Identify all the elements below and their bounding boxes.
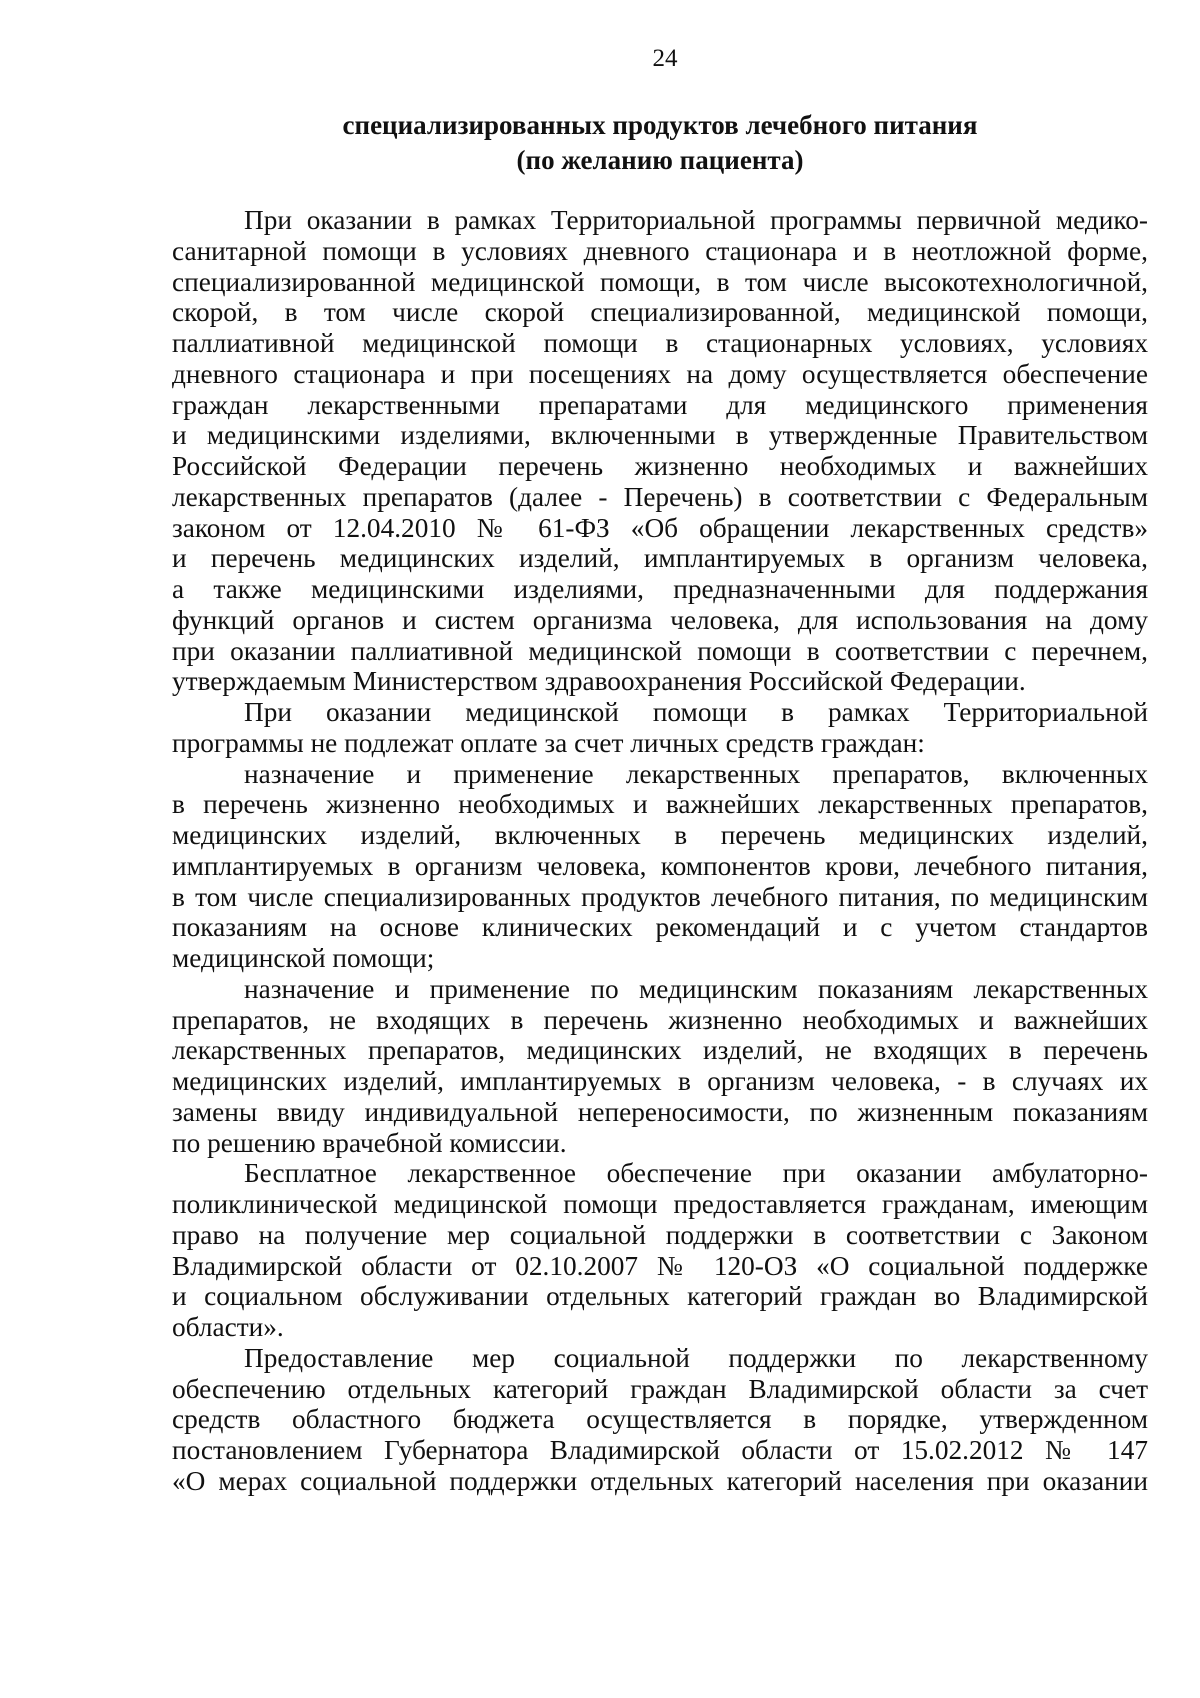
text-line: в том числе специализированных продуктов лечебного питания, по медицинским bbox=[172, 881, 1148, 912]
text-line: право на получение мер социальной поддержки в соответствии с Законом bbox=[172, 1219, 1148, 1250]
text-line: Владимирской области от 02.10.2007 № 120-ОЗ «О социальной поддержке bbox=[172, 1250, 1148, 1281]
paragraph bbox=[172, 1158, 1148, 1343]
text-line: Российской Федерации перечень жизненно необходимых и важнейших bbox=[172, 451, 1148, 481]
text-line: показаниям на основе клинических рекомендаций и с учетом стандартов bbox=[172, 912, 1148, 943]
text-line: при оказании паллиативной медицинской помощи в соответствии с перечнем, bbox=[172, 635, 1148, 666]
paragraph bbox=[172, 697, 1148, 759]
text-line: При оказании в рамках Территориальной программы первичной медико- bbox=[244, 205, 1148, 235]
text-line: При оказании медицинской помощи в рамках Территориальной bbox=[244, 697, 1148, 727]
text-line: Бесплатное лекарственное обеспечение при оказании амбулаторно- bbox=[244, 1158, 1148, 1189]
text-line: обеспечению отдельных категорий граждан Владимирской области за счет bbox=[172, 1373, 1148, 1404]
text-line: утверждаемым Министерством здравоохранения Российской Федерации. bbox=[172, 666, 1026, 697]
paragraph bbox=[172, 759, 1148, 974]
text-line: постановлением Губернатора Владимирской области от 15.02.2012 № 147 bbox=[172, 1435, 1148, 1465]
text-line: назначение и применение лекарственных препаратов, включенных bbox=[244, 758, 1148, 789]
text-line: программы не подлежат оплате за счет личных средств граждан: bbox=[172, 727, 925, 758]
text-line: по решению врачебной комиссии. bbox=[172, 1127, 567, 1158]
heading-line: специализированных продуктов лечебного питания bbox=[342, 110, 978, 140]
text-line: и перечень медицинских изделий, имплантируемых в организм человека, bbox=[172, 543, 1148, 574]
text-line: дневного стационара и при посещениях на дому осуществляется обеспечение bbox=[172, 358, 1148, 389]
text-line: медицинской помощи; bbox=[172, 943, 435, 973]
paragraph bbox=[172, 974, 1148, 1159]
text-line: санитарной помощи в условиях дневного стационара и в неотложной форме, bbox=[172, 235, 1148, 266]
text-line: и социальном обслуживании отдельных категорий граждан во Владимирской bbox=[172, 1281, 1148, 1312]
section-heading bbox=[172, 108, 1148, 178]
text-line: «О мерах социальной поддержки отдельных категорий населения при оказании bbox=[172, 1465, 1148, 1496]
text-line: медицинских изделий, имплантируемых в организм человека, - в случаях их bbox=[172, 1066, 1148, 1096]
text-line: препаратов, не входящих в перечень жизненно необходимых и важнейших bbox=[172, 1004, 1148, 1035]
text-line: области». bbox=[172, 1312, 284, 1342]
text-line: законом от 12.04.2010 № 61-ФЗ «Об обращении лекарственных средств» bbox=[172, 512, 1148, 543]
text-line: назначение и применение по медицинским показаниям лекарственных bbox=[244, 973, 1148, 1004]
text-line: медицинских изделий, включенных в перечень медицинских изделий, bbox=[172, 820, 1148, 850]
text-line: и медицинскими изделиями, включенными в утвержденные Правительством bbox=[172, 420, 1148, 451]
heading-line: (по желанию пациента) bbox=[516, 145, 804, 175]
text-line: а также медицинскими изделиями, предназначенными для поддержания bbox=[172, 574, 1148, 604]
text-line: граждан лекарственными препаратами для медицинского применения bbox=[172, 389, 1148, 420]
body-text bbox=[172, 205, 1148, 1497]
text-line: лекарственных препаратов, медицинских изделий, не входящих в перечень bbox=[172, 1035, 1148, 1066]
text-line: функций органов и систем организма человека, для использования на дому bbox=[172, 604, 1148, 635]
text-line: в перечень жизненно необходимых и важнейших лекарственных препаратов, bbox=[172, 789, 1148, 820]
text-line: средств областного бюджета осуществляется в порядке, утвержденном bbox=[172, 1404, 1148, 1435]
page-number: 24 bbox=[652, 45, 678, 72]
text-line: Предоставление мер социальной поддержки по лекарственному bbox=[244, 1342, 1148, 1373]
text-line: поликлинической медицинской помощи предоставляется гражданам, имеющим bbox=[172, 1189, 1148, 1219]
text-line: специализированной медицинской помощи, в том числе высокотехнологичной, bbox=[172, 266, 1148, 297]
text-line: имплантируемых в организм человека, компонентов крови, лечебного питания, bbox=[172, 850, 1148, 881]
text-line: лекарственных препаратов (далее - Перечень) в соответствии с Федеральным bbox=[172, 481, 1148, 512]
text-line: замены ввиду индивидуальной непереносимости, по жизненным показаниям bbox=[172, 1096, 1148, 1127]
text-line: паллиативной медицинской помощи в стационарных условиях, условиях bbox=[172, 328, 1148, 358]
paragraph bbox=[172, 205, 1148, 697]
paragraph bbox=[172, 1343, 1148, 1497]
text-line: скорой, в том числе скорой специализированной, медицинской помощи, bbox=[172, 297, 1148, 328]
